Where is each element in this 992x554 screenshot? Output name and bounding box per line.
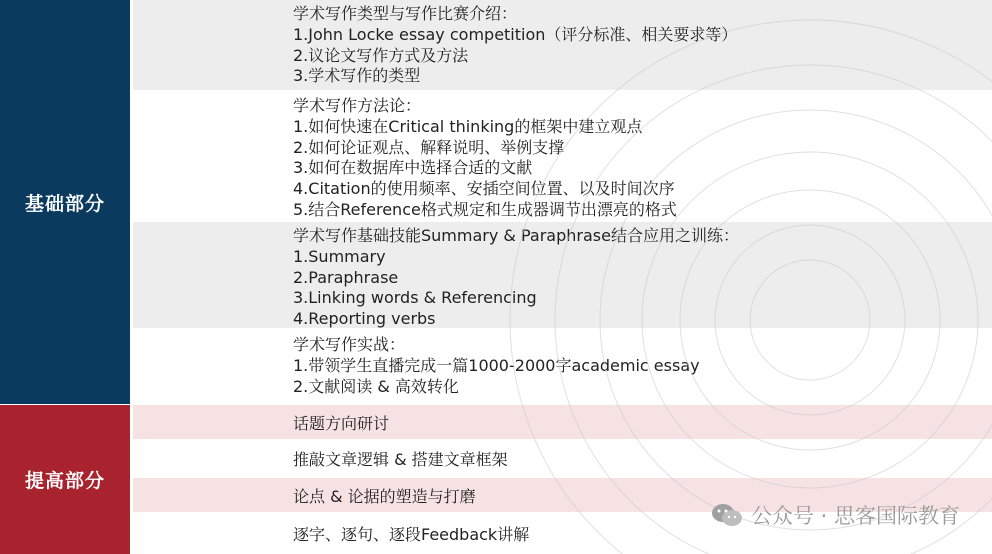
advanced-item: 逐字、逐句、逐段Feedback讲解 [293, 525, 530, 544]
basic-block-1-lines [293, 4, 737, 87]
block-line: 2.如何论证观点、解释说明、举例支撑 [293, 137, 565, 157]
block-line: 5.结合Reference格式规定和生成器调节出漂亮的格式 [293, 199, 677, 219]
basic-block-1 [133, 0, 992, 90]
advanced-item: 话题方向研讨 [293, 413, 390, 433]
watermark [711, 500, 960, 530]
block-line: 学术写作方法论： [293, 96, 422, 115]
block-line: 1.带领学生直播完成一篇1000-2000字academic essay [293, 355, 700, 375]
block-line: 学术写作基础技能Summary & Paraphrase结合应用之训练： [293, 226, 739, 245]
advanced-row-2 [133, 440, 992, 477]
watermark-text: 公众号 · 思客国际教育 [750, 504, 960, 528]
column-divider [130, 0, 132, 554]
block-line: 4.Citation的使用频率、安插空间位置、以及时间次序 [293, 179, 675, 199]
wechat-icon [711, 503, 743, 527]
basic-block-3 [133, 222, 992, 328]
block-line: 3.Linking words & Referencing [293, 288, 537, 308]
block-line: 3.如何在数据库中选择合适的文献 [293, 158, 533, 178]
block-line: 1.如何快速在Critical thinking的框架中建立观点 [293, 116, 643, 136]
advanced-item: 论点 & 论据的塑造与打磨 [293, 486, 476, 506]
advanced-row-1 [133, 405, 992, 439]
basic-block-2 [133, 92, 992, 222]
block-line: 4.Reporting verbs [293, 309, 436, 329]
basic-section-label: 基础部分 [0, 0, 130, 404]
block-line: 学术写作类型与写作比赛介绍： [293, 4, 518, 23]
block-line: 2.文献阅读 & 高效转化 [293, 376, 459, 396]
advanced-item: 推敲文章逻辑 & 搭建文章框架 [293, 450, 508, 469]
block-line: 3.学术写作的类型 [293, 66, 421, 86]
block-line: 1.John Locke essay competition（评分标准、相关要求等） [293, 24, 738, 44]
block-line: 2.议论文写作方式及方法 [293, 45, 469, 65]
basic-block-2-lines [293, 96, 677, 221]
basic-block-3-lines [293, 226, 739, 330]
block-line: 2.Paraphrase [293, 267, 399, 287]
basic-block-4-lines [293, 335, 700, 397]
advanced-section-label: 提高部分 [0, 405, 130, 554]
block-line: 1.Summary [293, 246, 386, 266]
basic-block-4 [133, 330, 992, 404]
block-line: 学术写作实战： [293, 335, 406, 354]
